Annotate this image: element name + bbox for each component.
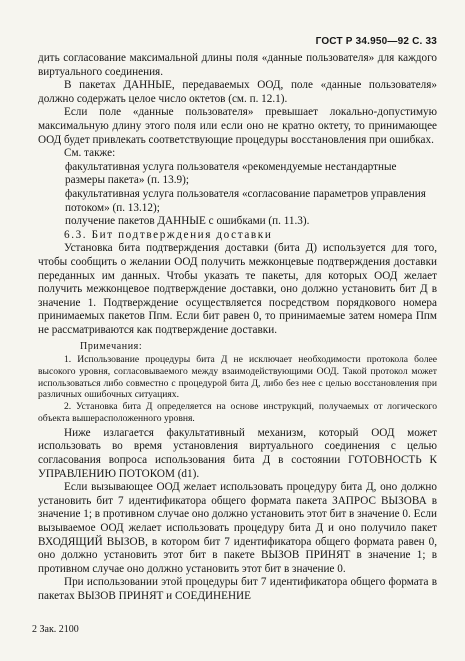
see-also-label: См. также: — [64, 147, 116, 160]
paragraph: Установка бита подтверждения доставки (бита Д) используется для того, чтобы сообщить о желании ООД получить межконцевые подтверждения доставки переданных им данных. Чтобы указать те пакеты, для которых ООД желает получить межконцевое подтверждение доставки, оно должно установить бит Д в значение 1. Подтверждение осуществляется посредством порядкового номера принимаемых пакетов Ппм. Если бит равен 0, то принимаемые затем номера Ппм не рассматриваются как подтверждение доставки. — [38, 242, 437, 336]
section-heading: 6.3. Бит подтверждения доставки — [64, 228, 273, 241]
see-also-item: получение пакетов ДАННЫЕ с ошибками (п. 11.3). — [65, 215, 310, 228]
page-footer: 2 Зак. 2100 — [32, 624, 79, 635]
note-item: 1. Использование процедуры бита Д не исключает необходимости протокола более высокого уровня, согласовываемого между взаимодействующими ООД. Такой протокол может использоваться либо совместно с процедурой бита Д, либо без нее с целью восстановления при различных ошибочных ситуациях. — [38, 354, 437, 401]
paragraph: В пакетах ДАННЫЕ, передаваемых ООД, поле «данные пользователя» должно содержать целое число октетов (см. п. 12.1). — [38, 79, 437, 105]
notes-title: Примечания: — [80, 341, 143, 353]
see-also-item: факультативная услуга пользователя «согласование параметров управления потоком» (п. 13.12); — [65, 187, 426, 214]
paragraph: Ниже излагается факультативный механизм, который ООД может использовать во время установления виртуального соединения с целью согласования вопроса использования бита Д в состоянии ГОТОВНОСТЬ К УПРАВЛЕНИЮ ПОТОКОМ (d1). — [38, 426, 437, 480]
note-item: 2. Установка бита Д определяется на основе инструкций, получаемых от логического объекта вышерасположенного уровня. — [38, 401, 437, 425]
see-also-item: факультативная услуга пользователя «рекомендуемые нестандартные размеры пакета» (п. 13.9); — [65, 160, 397, 187]
paragraph: Если поле «данные пользователя» превышает локально-допустимую максимальную длину этого поля или если оно не кратно октету, то принимающее ООД будет привлекать соответствующие процедуры восстановления при ошибках. — [38, 106, 437, 146]
paragraph: При использовании этой процедуры бит 7 идентификатора общего формата в пакетах ВЫЗОВ ПРИНЯТ и СОЕДИНЕНИЕ — [38, 576, 437, 602]
body-text — [38, 52, 437, 604]
page-header: ГОСТ Р 34.950—92 С. 33 — [315, 36, 437, 47]
paragraph: дить согласование максимальной длины поля «данные пользователя» для каждого виртуального соединения. — [38, 52, 437, 78]
paragraph: Если вызывающее ООД желает использовать процедуру бита Д, оно должно установить бит 7 идентификатора общего формата пакета ЗАПРОС ВЫЗОВА в значение 1; в противном случае оно должно установить этот бит в значение 0. Если вызываемое ООД желает использовать процедуру бита Д и оно получило пакет ВХОДЯЩИЙ ВЫЗОВ, в котором бит 7 идентификатора общего формата равен 0, оно должно установить этот бит в пакете ВЫЗОВ ПРИНЯТ в значение 1; в противном случае оно должно установить этот бит в значение 0. — [38, 481, 437, 575]
